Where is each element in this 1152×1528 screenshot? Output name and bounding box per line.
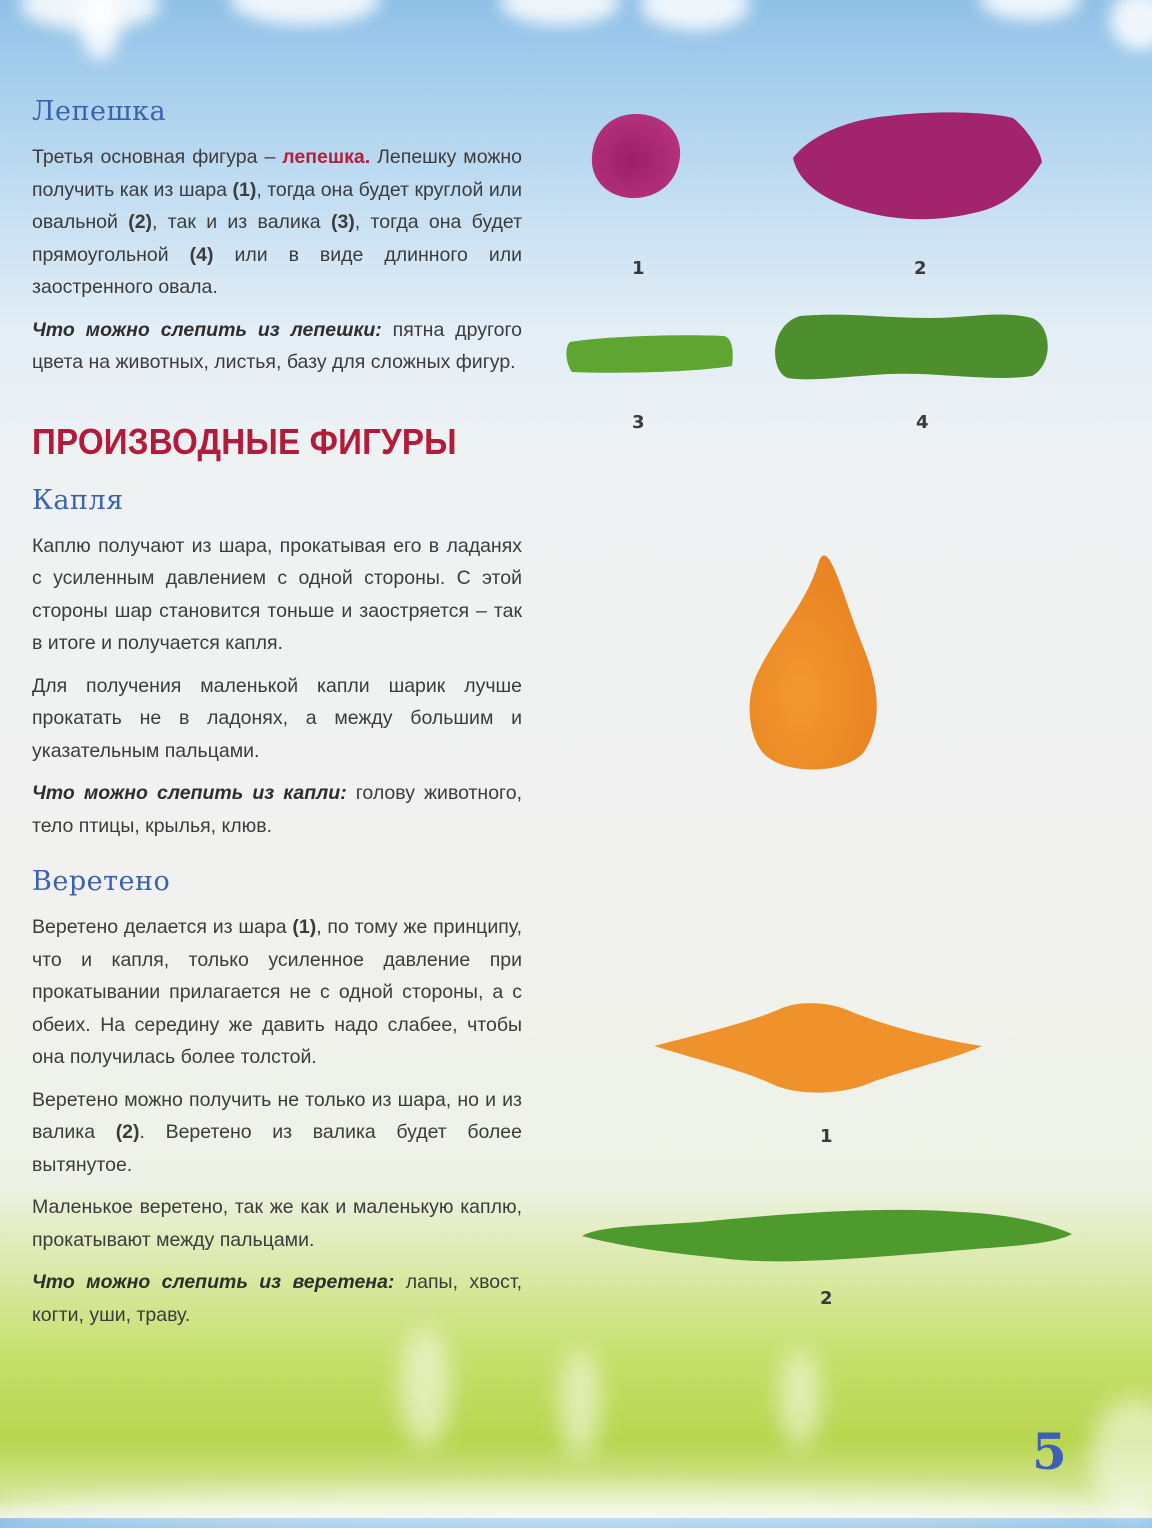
text: Лепешку можно получить как из шара [32, 146, 522, 201]
figure-label: 2 [914, 258, 927, 279]
sky-clouds [0, 0, 1152, 60]
text: Веретено можно получить не только из шара, но и из валика [32, 1088, 522, 1143]
figure-label: 2 [820, 1288, 833, 1309]
keyword-lepeshka: лепешка. [282, 146, 371, 168]
kaplya-paragraph-3 [32, 777, 522, 842]
heading-lepeshka: Лепешка [32, 96, 167, 127]
ref-2: (2) [128, 211, 153, 233]
vereteno-paragraph-3: Маленькое веретено, так же как и маленькую каплю, прокатывают между пальцами. [32, 1196, 522, 1251]
figure-green-rectangular-flatcake [770, 312, 1052, 382]
figure-orange-drop [746, 554, 882, 776]
ref-1: (1) [292, 916, 317, 938]
kaplya-paragraph-2: Для получения маленькой капли шарик лучше прокатать не в ладонях, а между большим и указательным пальцами. [32, 674, 522, 762]
page-number: 5 [1032, 1422, 1067, 1481]
lead-phrase: Что можно слепить из веретена: [32, 1271, 395, 1293]
figure-orange-spindle [652, 1000, 984, 1094]
kaplya-paragraph-1: Каплю получают из шара, прокатывая его в ладанях с усиленным давлением с одной стороны. С этой стороны шар становится тоньше и заостряется – так в итоге и получается капля. [32, 534, 522, 654]
figure-label: 1 [632, 258, 645, 279]
figure-green-roll [564, 332, 734, 376]
heading-kaplya: Капля [32, 484, 124, 516]
lepeshka-paragraph-2 [32, 314, 522, 379]
text: . Веретено из валика будет более вытянутое. [32, 1121, 523, 1176]
figure-label: 3 [632, 412, 645, 433]
figure-label: 4 [916, 412, 929, 433]
figure-purple-ball [588, 110, 684, 202]
text: , тогда она будет прямоугольной [32, 211, 523, 266]
lead-phrase: Что можно слепить из капли: [32, 782, 347, 804]
vereteno-paragraph-2 [32, 1084, 522, 1182]
text: , тогда она будет круглой или овальной [32, 178, 523, 233]
ref-3: (3) [330, 211, 355, 233]
section-title-derived: ПРОИЗВОДНЫЕ ФИГУРЫ [32, 420, 457, 462]
ref-2: (2) [115, 1121, 140, 1143]
figure-label: 1 [820, 1126, 833, 1147]
text: , по тому же принципу, что и капля, только усиленное давление при прокатывании прилагается не с одной стороны, а с обеих. На середину же давить надо слабее, чтобы она получилась более толстой. [32, 916, 523, 1068]
text: Третья основная фигура – [32, 146, 283, 168]
heading-vereteno: Веретено [32, 866, 171, 897]
lead-phrase: Что можно слепить из лепешки: [32, 318, 382, 341]
text: голову животного, тело птицы, крылья, клюв. [32, 782, 522, 837]
vereteno-paragraph-4 [32, 1266, 522, 1331]
lepeshka-paragraph-1 [32, 141, 522, 304]
text-column [32, 96, 522, 1331]
text: или в виде длинного или заостренного овала. [32, 243, 523, 298]
ref-1: (1) [232, 178, 257, 201]
text: пятна другого цвета на животных, листья, базу для сложных фигур. [32, 318, 522, 373]
figure-purple-flatcake [788, 110, 1044, 226]
vereteno-paragraph-1 [32, 911, 522, 1074]
text: , так и из валика [152, 211, 331, 233]
figure-green-long-spindle [580, 1206, 1074, 1264]
ref-4: (4) [189, 243, 214, 266]
text: Веретено делается из шара [32, 916, 293, 938]
text: лапы, хвост, когти, уши, траву. [32, 1271, 523, 1326]
